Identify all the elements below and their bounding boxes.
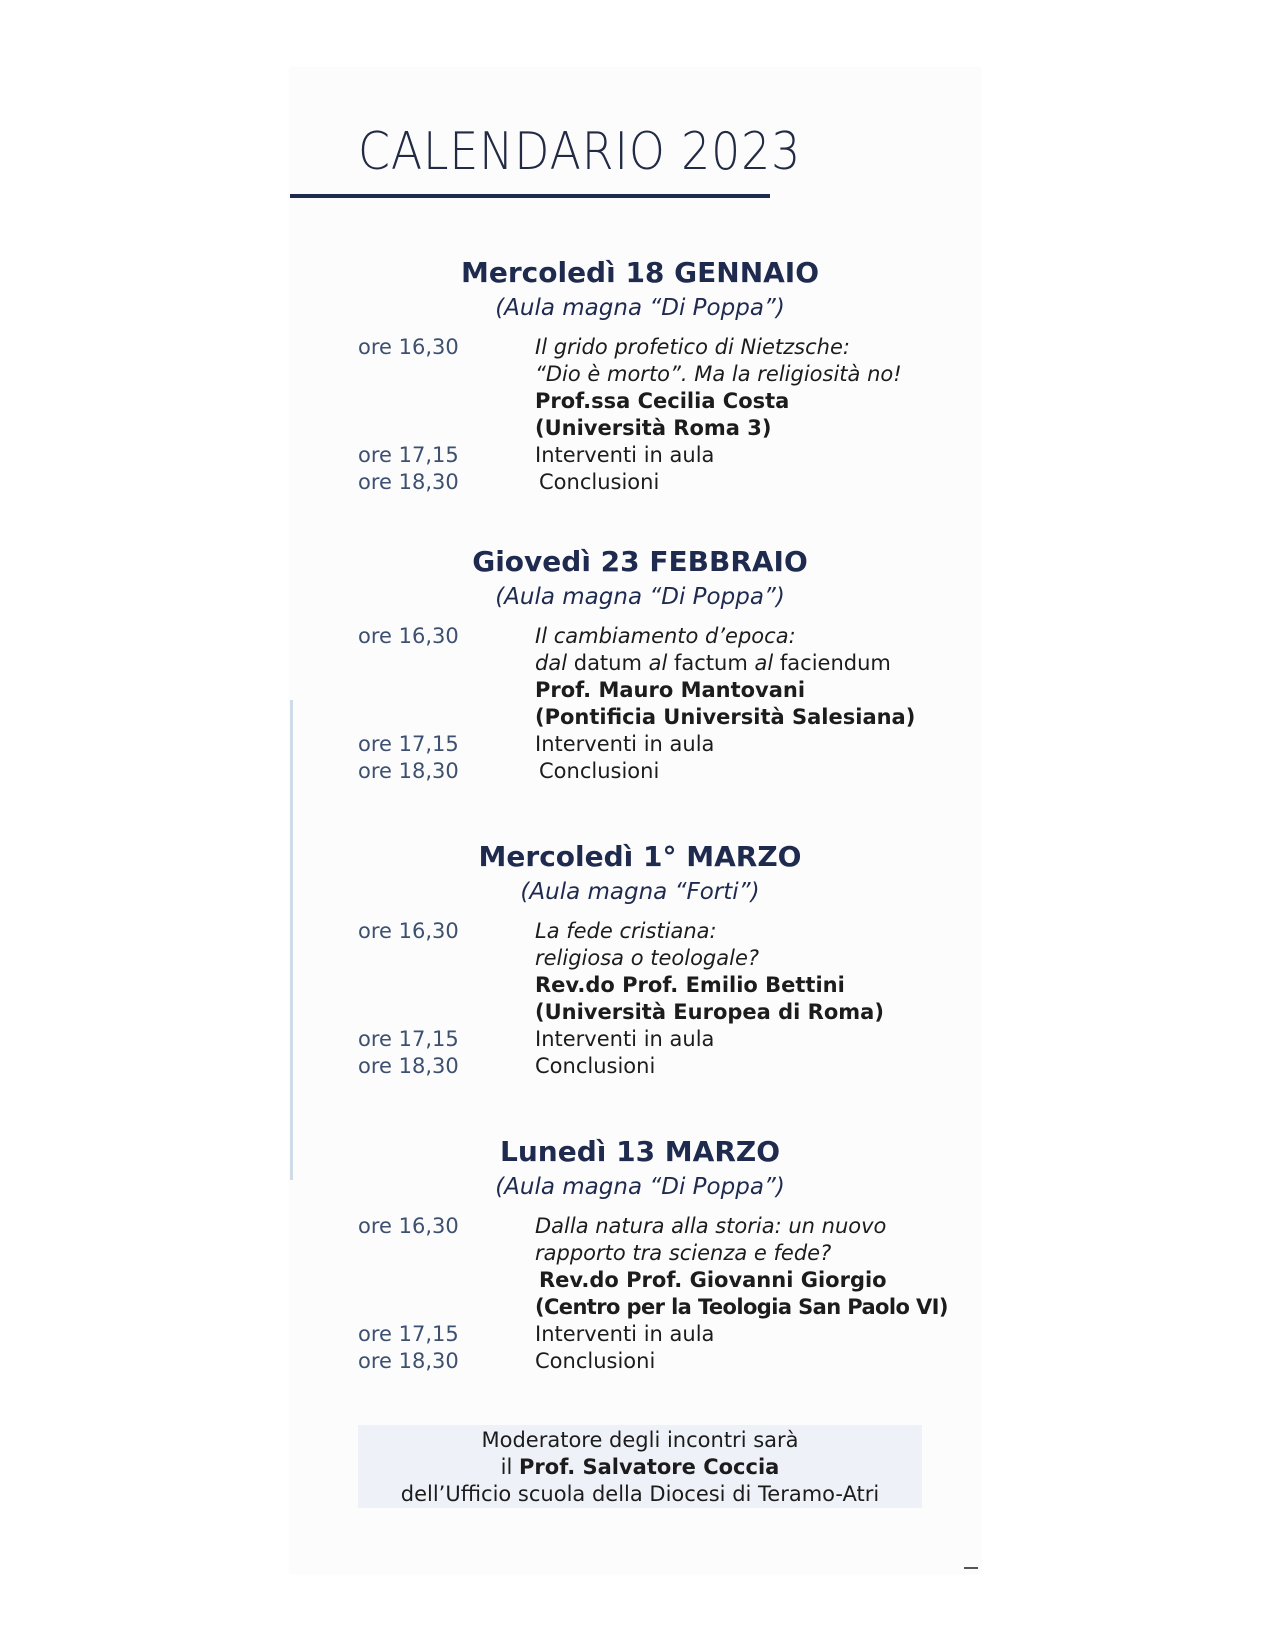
event-date: Giovedì 23 FEBBRAIO xyxy=(472,545,808,578)
time-label: ore 18,30 xyxy=(358,1349,459,1373)
schedule-row xyxy=(350,470,950,497)
speaker-name: Rev.do Prof. Emilio Bettini xyxy=(535,973,845,997)
time-label: ore 16,30 xyxy=(358,624,459,648)
time-label: ore 17,15 xyxy=(358,443,459,467)
talk-title-part: al xyxy=(648,651,668,675)
schedule-row xyxy=(350,335,950,362)
page-mark xyxy=(964,1567,978,1569)
session-step: Conclusioni xyxy=(539,759,660,783)
event-section xyxy=(350,1135,950,1376)
schedule-row xyxy=(350,651,950,678)
schedule-row xyxy=(350,1295,950,1322)
schedule-row xyxy=(350,1268,950,1295)
schedule-row xyxy=(350,416,950,443)
page-edge-shadow xyxy=(290,700,293,1180)
schedule-row xyxy=(350,946,950,973)
talk-title: Dalla natura alla storia: un nuovo xyxy=(535,1214,887,1238)
schedule-row xyxy=(350,389,950,416)
event-date: Mercoledì 18 GENNAIO xyxy=(460,256,820,289)
event-venue: (Aula magna “Di Poppa”) xyxy=(495,295,785,321)
talk-title-part: faciendum xyxy=(779,651,891,675)
schedule-row xyxy=(350,759,950,786)
time-label: ore 18,30 xyxy=(358,1054,459,1078)
time-label: ore 16,30 xyxy=(358,1214,459,1238)
title-underline xyxy=(290,194,770,198)
talk-title: La fede cristiana: xyxy=(535,919,717,943)
schedule-row xyxy=(350,732,950,759)
talk-title: religiosa o teologale? xyxy=(535,946,760,970)
speaker-name: Rev.do Prof. Giovanni Giorgio xyxy=(539,1268,887,1292)
event-section xyxy=(350,545,950,786)
session-step: Conclusioni xyxy=(535,1054,656,1078)
speaker-affiliation: (Pontificia Università Salesiana) xyxy=(535,705,916,729)
session-step: Interventi in aula xyxy=(535,443,715,467)
session-step: Interventi in aula xyxy=(535,1027,715,1051)
event-venue: (Aula magna “Forti”) xyxy=(520,879,760,905)
moderator-line xyxy=(358,1454,922,1481)
schedule-row xyxy=(350,362,950,389)
schedule-row xyxy=(350,624,950,651)
schedule-row xyxy=(350,1241,950,1268)
session-step: Interventi in aula xyxy=(535,1322,715,1346)
talk-title: Il grido profetico di Nietzsche: xyxy=(535,335,850,359)
speaker-affiliation: (Università Europea di Roma) xyxy=(535,1000,884,1024)
speaker-affiliation: (Centro per la Teologia San Paolo VI) xyxy=(535,1295,948,1319)
session-step: Conclusioni xyxy=(539,470,660,494)
time-label: ore 16,30 xyxy=(358,919,459,943)
time-label: ore 17,15 xyxy=(358,732,459,756)
speaker-affiliation: (Università Roma 3) xyxy=(535,416,772,440)
moderator-line: dell’Ufficio scuola della Diocesi di Teramo-Atri xyxy=(400,1482,880,1506)
talk-title: Il cambiamento d’epoca: xyxy=(535,624,796,648)
session-step: Interventi in aula xyxy=(535,732,715,756)
schedule-row xyxy=(350,919,950,946)
talk-title-part: factum xyxy=(674,651,748,675)
speaker-name: Prof.ssa Cecilia Costa xyxy=(535,389,790,413)
time-label: ore 17,15 xyxy=(358,1027,459,1051)
moderator-line: Moderatore degli incontri sarà xyxy=(481,1428,799,1452)
time-label: ore 18,30 xyxy=(358,470,459,494)
talk-title: “Dio è morto”. Ma la religiosità no! xyxy=(535,362,902,386)
session-step: Conclusioni xyxy=(535,1349,656,1373)
schedule-row xyxy=(350,1349,950,1376)
schedule-row xyxy=(350,1322,950,1349)
talk-title-part: datum xyxy=(573,651,642,675)
event-section xyxy=(350,840,950,1081)
time-label: ore 17,15 xyxy=(358,1322,459,1346)
schedule-row xyxy=(350,678,950,705)
talk-title-part: dal xyxy=(535,651,568,675)
moderator-prefix: il xyxy=(500,1455,513,1479)
schedule-row xyxy=(350,1027,950,1054)
schedule-row xyxy=(350,1214,950,1241)
time-label: ore 18,30 xyxy=(358,759,459,783)
event-section xyxy=(350,256,950,497)
schedule-row xyxy=(350,705,950,732)
moderator-name: Prof. Salvatore Coccia xyxy=(519,1455,780,1479)
page-title: CALENDARIO 2023 xyxy=(358,122,802,182)
schedule-row xyxy=(350,1054,950,1081)
schedule-row xyxy=(350,973,950,1000)
moderator-box xyxy=(358,1425,922,1508)
event-date: Lunedì 13 MARZO xyxy=(500,1135,780,1168)
speaker-name: Prof. Mauro Mantovani xyxy=(535,678,806,702)
event-venue: (Aula magna “Di Poppa”) xyxy=(495,584,785,610)
event-venue: (Aula magna “Di Poppa”) xyxy=(495,1174,785,1200)
time-label: ore 16,30 xyxy=(358,335,459,359)
talk-title xyxy=(535,651,891,675)
schedule-row xyxy=(350,443,950,470)
schedule-row xyxy=(350,1000,950,1027)
talk-title-part: al xyxy=(754,651,774,675)
event-date: Mercoledì 1° MARZO xyxy=(478,840,802,873)
talk-title: rapporto tra scienza e fede? xyxy=(535,1241,832,1265)
